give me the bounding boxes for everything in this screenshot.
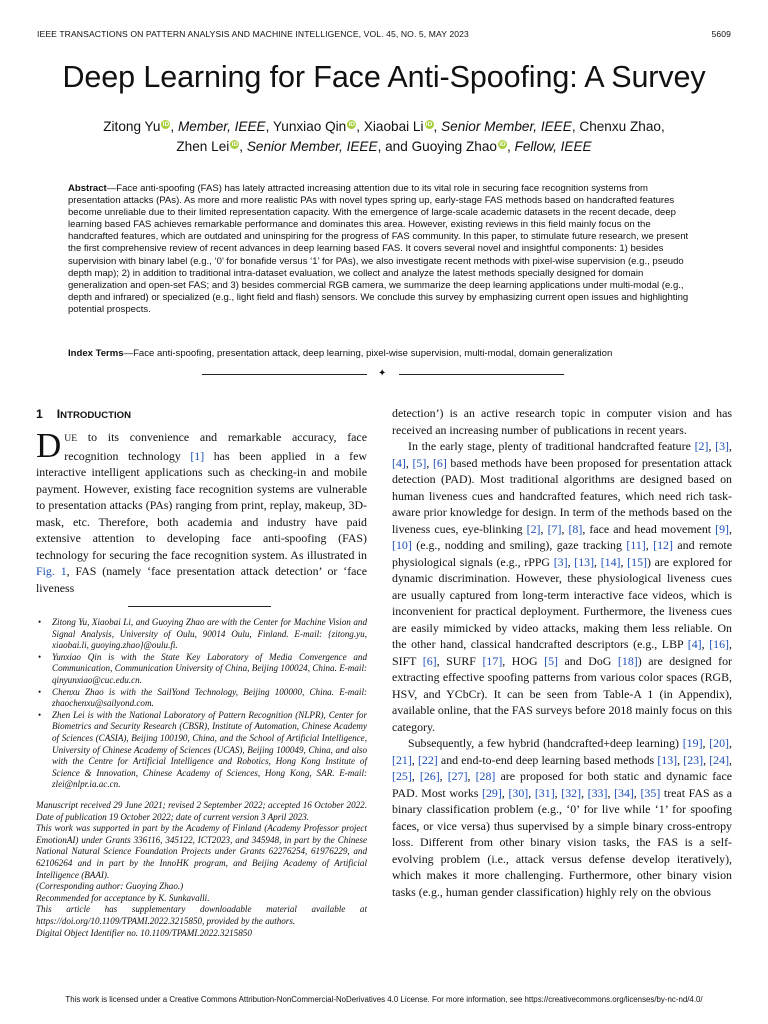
author-name: Guoying Zhao bbox=[411, 139, 497, 154]
citation-link[interactable]: [12] bbox=[653, 538, 673, 552]
citation-link[interactable]: [3] bbox=[553, 554, 568, 569]
doi-note: Digital Object Identifier no. 10.1109/TPAMI.2022.3215850 bbox=[36, 927, 252, 938]
page-number: 5609 bbox=[711, 29, 731, 39]
orcid-icon[interactable]: iD bbox=[425, 121, 433, 128]
corresponding-author: (Corresponding author: Guoying Zhao.) bbox=[36, 881, 184, 892]
index-terms-text: —Face anti-spoofing, presentation attack, deep learning, pixel-wise supervision, multi-modal, domain generalization bbox=[123, 348, 613, 359]
citation-link[interactable]: [22] bbox=[417, 752, 438, 767]
citation-link[interactable]: [35] bbox=[640, 785, 661, 800]
citation-link[interactable]: [31] bbox=[534, 785, 555, 800]
supplementary-note: This article has supplementary downloadable material available at https://doi.org/10.1109/TPAMI.2022.3215850, provided by the authors. bbox=[36, 904, 367, 926]
license-footer: This work is licensed under a Creative Commons Attribution-NonCommercial-NoDerivatives 4.0 License. For more information, see https://creativecommons.org/licenses/by-nc-nd/4.0/ bbox=[65, 995, 703, 1004]
affiliation-item: • Zitong Yu, Xiaobai Li, and Guoying Zhao are with the Center for Machine Vision and Signal Analysis, University of Oulu, 90014 Oulu, Finland. E-mail: {zitong.yu, xiaobai.li, guoying.zhao}@oulu.fi. bbox=[36, 617, 367, 652]
author-line-1: Zitong Yu iD, Member, IEEE, Yunxiao Qin iD, Xiaobai Li iD, Senior Member, IEEE, Chenxu Zhao, bbox=[103, 119, 665, 134]
running-header bbox=[37, 29, 731, 39]
section-title-initial: I bbox=[56, 407, 61, 421]
citation-link[interactable]: [5] bbox=[412, 455, 427, 470]
drop-cap: D bbox=[36, 426, 62, 465]
citation-link[interactable]: [2] bbox=[694, 439, 709, 453]
author-list bbox=[60, 117, 708, 157]
publication-notes bbox=[36, 800, 367, 939]
journal-header: IEEE TRANSACTIONS ON PATTERN ANALYSIS AND MACHINE INTELLIGENCE, VOL. 45, NO. 5, MAY 2023 bbox=[37, 29, 469, 39]
author-role: Member, IEEE bbox=[177, 119, 266, 134]
section-heading bbox=[36, 407, 131, 421]
citation-link[interactable]: [24] bbox=[709, 752, 730, 767]
citation-link[interactable]: [9] bbox=[715, 521, 730, 536]
orcid-icon[interactable]: iD bbox=[162, 121, 170, 128]
abstract-text: —Face anti-spoofing (FAS) has lately attracted increasing attention due to its vital role in securing face recognition systems from presentation attacks (PAs). As more and more realistic PAs with novel types spring up, early-stage FAS methods based on handcrafted features become unreliable due to their limited representation capacity. With the emergence of large-scale academic datasets in the recent decade, deep learning based FAS achieves remarkable performance and dominates this area. However, existing reviews in this field mainly focus on the handcrafted features, which are outdated and uninspiring for the progress of FAS community. In this paper, to stimulate future research, we present the first comprehensive review of recent advances in deep learning based FAS. It covers several novel and insightful components: 1) besides supervision with binary label (e.g., ‘0’ for bonafide versus ‘1’ for PAs), we also investigate recent methods with pixel-wise supervision (e.g., pseudo depth map); 2) in addition to traditional intra-dataset evaluation, we collect and analyze the latest methods specially designed for domain generalization and open-set FAS; and 3) besides commercial RGB camera, we summarize the deep learning applications under multi-modal (e.g., depth and infrared) or specialized (e.g., light field and flash) sensors. We conclude this survey by emphasizing current open issues and highlighting potential prospects. bbox=[68, 183, 689, 315]
citation-link[interactable]: [18] bbox=[617, 653, 638, 668]
section-divider bbox=[202, 368, 564, 380]
handcrafted-paragraph: In the early stage, plenty of traditional handcrafted feature [2], [3], [4], [5], [6] based methods have been proposed for presentation attack detection (PAD). Most traditional algorithms are designed based on human liveness cues and handcrafted features, which need rich task-aware prior knowledge for design. In term of the methods based on the liveness cues, eye-blinking [2], [7], [8], face and head movement [9], [10] (e.g., nodding and smiling), gaze tracking [11], [12] and remote physiological signals (e.g., rPPG [3], [13], [14], [15]) are explored for dynamic discrimination. However, these physiological liveness cues are usually captured from long-term interactive face videos, which is inconvenient for practical deployment. Furthermore, the liveness cues are easily mimicked by video attacks, making them less reliable. On the other hand, classical handcrafted descriptors (e.g., LBP [4], [16], SIFT [6], SURF [17], HOG [5] and DoG [18]) are designed for extracting effective spoofing patterns from various color spaces (RGB, HSV, and YCbCr). It can be seen from Table-A 1 (in Appendix), available online, that the FAS surveys before 2018 mainly focus on this category. bbox=[392, 439, 733, 734]
right-column bbox=[392, 405, 732, 900]
author-line-2: Zhen Lei iD, Senior Member, IEEE, and Guoying Zhao iD, Fellow, IEEE bbox=[176, 139, 592, 154]
hybrid-paragraph: Subsequently, a few hybrid (handcrafted+deep learning) [19], [20], [21], [22] and end-to-end deep learning based methods [13], [23], [24], [25], [26], [27], [28] are proposed for both static and dynamic face PAD. Most works [29], [30], [31], [32], [33], [34], [35] treat FAS as a binary classification problem (e.g., ‘0’ for live while ‘1’ for spoofing faces, or vice versa) thus supervised by a simple binary cross-entropy loss. Different from other binary vision tasks, the FAS is a self-evolving problem (i.e., attack versus defense develop iteratively), which makes it more challenging. Furthermore, other binary vision tasks (e.g., human gender classification) highly rely on the obvious bbox=[392, 736, 733, 899]
divider-ornament-icon: ✦ bbox=[378, 368, 387, 379]
intro-paragraph: DUE to its convenience and remarkable accuracy, face recognition technology [1] has been applied in a few interactive intelligent applications such as checking-in and mobile payment. However, existing face recognition systems are vulnerable to presentation attacks (PAs) ranging from print, replay, makeup, 3D-mask, etc. Therefore, both academia and industry have paid extensive attention to developing face anti-spoofing (FAS) technology for securing the face recognition system. As illustrated in Fig. 1, FAS (namely ‘face presentation attack detection’ or ‘face liveness bbox=[36, 426, 368, 595]
citation-link[interactable]: [1] bbox=[190, 448, 205, 463]
author-role: Senior Member, IEEE bbox=[246, 139, 378, 154]
citation-link[interactable]: [5] bbox=[544, 653, 558, 668]
citation-link[interactable]: [19] bbox=[682, 736, 703, 750]
author-name: Zhen Lei bbox=[176, 139, 230, 154]
citation-link[interactable]: [15] bbox=[627, 554, 647, 569]
author-name: Zitong Yu bbox=[103, 119, 161, 134]
citation-link[interactable]: [17] bbox=[482, 653, 503, 668]
citation-link[interactable]: [13] bbox=[574, 554, 595, 569]
citation-link[interactable]: [8] bbox=[568, 521, 583, 536]
citation-link[interactable]: [29] bbox=[482, 785, 502, 800]
paper-title: Deep Learning for Face Anti-Spoofing: A Survey bbox=[62, 60, 706, 94]
dropcap-tail: UE bbox=[64, 433, 78, 444]
affiliation-item: • Chenxu Zhao is with the SailYond Technology, Beijing 100000, China. E-mail: zhaochenxu@sailyond.com. bbox=[36, 687, 367, 710]
citation-link[interactable]: [2] bbox=[526, 521, 541, 536]
index-terms-label: Index Terms bbox=[68, 348, 124, 359]
citation-link[interactable]: [26] bbox=[419, 769, 440, 783]
author-role: Fellow, IEEE bbox=[514, 139, 592, 154]
funding-note: This work was supported in part by the Academy of Finland (Academy Professor project EmotionAI) under Grants 336116, 345122, ICT2023, and 345948, in part by the Chinese National Natural Science Foundation Projects under Grants 62276254, 61976229, and 62106264 and in part by the InnoHK program, and Beijing Academy of Artificial Intelligence (BAAI). bbox=[36, 823, 367, 880]
continuation-paragraph: detection’) is an active research topic in computer vision and has received an increasing number of publications in recent years. bbox=[392, 406, 732, 437]
index-terms bbox=[68, 348, 708, 360]
citation-link[interactable]: [23] bbox=[683, 752, 704, 767]
citation-link[interactable]: [20] bbox=[709, 736, 730, 750]
citation-link[interactable]: [21] bbox=[392, 752, 412, 767]
citation-link[interactable]: [16] bbox=[709, 637, 730, 651]
citation-link[interactable]: [6] bbox=[422, 653, 437, 668]
citation-link[interactable]: [11] bbox=[626, 538, 646, 552]
citation-link[interactable]: [30] bbox=[508, 785, 529, 800]
recommended-note: Recommended for acceptance by K. Sunkavalli. bbox=[36, 892, 210, 903]
author-name: Yunxiao Qin bbox=[272, 119, 347, 134]
section-number: 1 bbox=[36, 407, 43, 421]
citation-link[interactable]: [34] bbox=[614, 785, 634, 800]
author-name: Xiaobai Li bbox=[363, 119, 424, 134]
manuscript-dates: Manuscript received 29 June 2021; revised 2 September 2022; accepted 16 October 2022. Date of publication 19 October 2022; date of current version 3 April 2023. bbox=[36, 800, 367, 822]
author-conjunction: , and bbox=[377, 139, 408, 154]
citation-link[interactable]: [33] bbox=[587, 785, 608, 800]
author-role: Senior Member, IEEE bbox=[441, 119, 572, 134]
citation-link[interactable]: [4] bbox=[687, 637, 702, 651]
section-title-rest: NTRODUCTION bbox=[60, 410, 132, 421]
abstract bbox=[68, 183, 694, 316]
orcid-icon[interactable]: iD bbox=[231, 141, 239, 148]
citation-link[interactable]: [27] bbox=[447, 769, 468, 783]
citation-link[interactable]: [6] bbox=[432, 455, 447, 470]
affiliation-item: • Yunxiao Qin is with the State Key Laboratory of Media Convergence and Communication, Communication University of China, Beijing 100024, China. E-mail: qinyunxiao@cuc.edu.cn. bbox=[36, 652, 367, 687]
footnote-rule bbox=[128, 606, 271, 607]
citation-link[interactable]: [7] bbox=[547, 521, 562, 536]
citation-link[interactable]: [14] bbox=[600, 554, 621, 569]
orcid-icon[interactable]: iD bbox=[348, 121, 355, 128]
citation-link[interactable]: [13] bbox=[657, 752, 678, 767]
citation-link[interactable]: [4] bbox=[392, 455, 406, 470]
orcid-icon[interactable]: iD bbox=[499, 141, 506, 148]
abstract-label: Abstract bbox=[68, 183, 107, 194]
author-name: Chenxu Zhao, bbox=[579, 119, 665, 134]
citation-link[interactable]: [28] bbox=[475, 769, 496, 783]
affiliation-footnotes bbox=[36, 617, 367, 791]
citation-link[interactable]: [25] bbox=[392, 769, 412, 783]
citation-link[interactable]: [32] bbox=[561, 785, 582, 800]
citation-link[interactable]: [3] bbox=[715, 439, 730, 453]
citation-link[interactable]: [10] bbox=[392, 538, 412, 552]
affiliation-item: • Zhen Lei is with the National Laboratory of Pattern Recognition (NLPR), Center for Biometrics and Security Research (CBSR), Institute of Automation, Chinese Academy of Sciences (CASIA), Beijing 100190, China, and the School of Artificial Intelligence, University of Chinese Academy of Sciences (UCAS), Beijing 100049, China, and also with the Centre for Artificial Intelligence and Robotics, Hong Kong Institute of Science & Innovation, Chinese Academy of Sciences, Hong Kong, SAR. E-mail: zlei@nlpr.ia.ac.cn. bbox=[36, 710, 367, 791]
figure-link[interactable]: Fig. 1 bbox=[36, 564, 67, 578]
